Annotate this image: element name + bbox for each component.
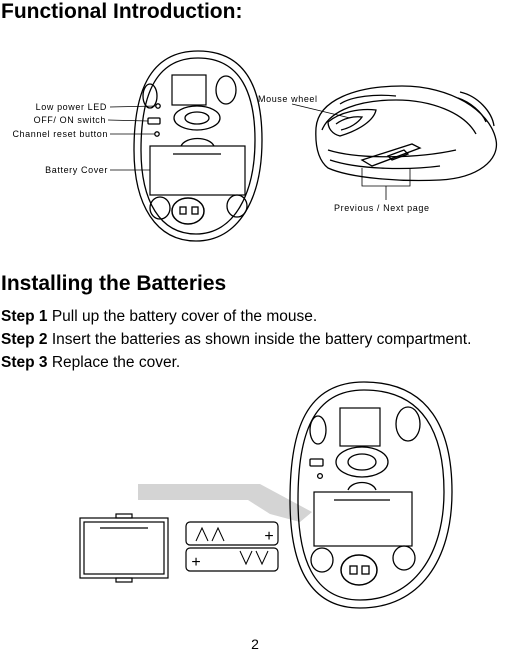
label-off-on-switch: OFF/ ON switch (33, 115, 106, 125)
battery-cover-removed (80, 514, 168, 582)
section-title-installing-batteries: Installing the Batteries (1, 272, 227, 295)
mouse-side-view (316, 86, 497, 181)
section-title-functional-intro: Functional Introduction: (1, 0, 243, 23)
label-channel-reset-button: Channel reset button (12, 129, 108, 139)
step-text: Replace the cover. (47, 354, 181, 371)
insert-arrow-icon (138, 484, 312, 522)
page-number: 2 (251, 636, 259, 652)
mouse-bottom-open-view (290, 382, 452, 608)
step-1 (1, 308, 317, 326)
step-3 (1, 354, 180, 372)
battery-plus-sign: + (191, 554, 201, 571)
label-mouse-wheel: Mouse wheel (258, 94, 318, 104)
step-number: Step 2 (1, 331, 48, 348)
mouse-bottom-view (134, 51, 262, 241)
label-low-power-led: Low power LED (35, 102, 107, 112)
battery-install-figure (0, 375, 510, 615)
mouse-function-figure (0, 40, 510, 250)
step-number: Step 3 (1, 354, 48, 371)
step-number: Step 1 (1, 308, 48, 325)
battery-plus-sign: + (264, 528, 274, 545)
label-previous-next-page: Previous / Next page (334, 203, 430, 213)
step-2 (1, 331, 471, 349)
step-text: Pull up the battery cover of the mouse. (47, 308, 318, 325)
label-battery-cover: Battery Cover (45, 165, 108, 175)
step-text: Insert the batteries as shown inside the battery compartment. (47, 331, 472, 348)
